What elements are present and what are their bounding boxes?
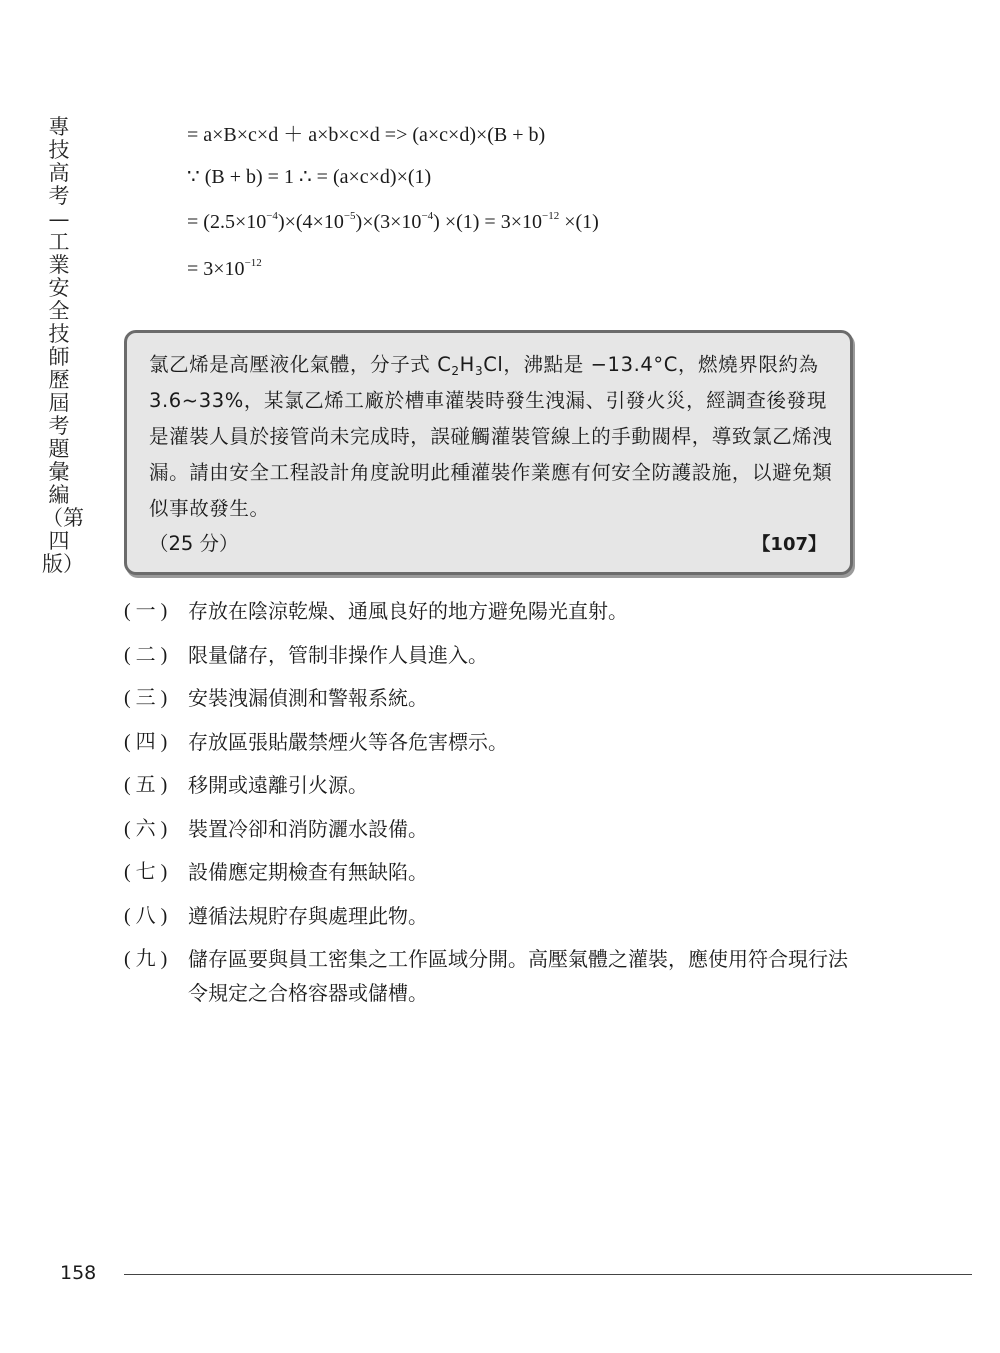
answer-number: ( 一 ): [124, 600, 168, 622]
answer-list: [124, 596, 864, 1020]
answer-item: [124, 857, 864, 901]
answer-number: ( 七 ): [124, 861, 168, 883]
question-year-tag: 【107】: [752, 534, 826, 555]
answer-text: 存放區張貼嚴禁煙火等各危害標示。: [188, 729, 508, 754]
exponent: −12: [541, 210, 560, 222]
answer-item: [124, 683, 864, 727]
answer-text: 存放在陰涼乾燥、通風良好的地方避免陽光直射。: [188, 599, 628, 623]
book-title-vertical: 專技高考—工業安全技師歷屆考題彙編（第四版）: [42, 115, 84, 576]
calc-line-4: [187, 258, 262, 281]
answer-text: 限量儲存，管制非操作人員進入。: [188, 642, 488, 667]
answer-text: 裝置冷卻和消防灑水設備。: [188, 816, 428, 841]
answer-item: [124, 640, 864, 684]
answer-item: [124, 944, 864, 1020]
answer-number: ( 九 ): [124, 948, 168, 970]
answer-text: 設備應定期檢查有無缺陷。: [188, 860, 428, 884]
calc-line-3-part: = (2.5×10: [187, 211, 267, 233]
answer-text: 遵循法規貯存與處理此物。: [188, 903, 428, 928]
answer-item: [124, 814, 864, 858]
answer-number: ( 八 ): [124, 904, 168, 927]
answer-item: [124, 901, 864, 945]
exponent: −5: [343, 210, 356, 222]
calc-line-3-part: )×(4×10: [277, 211, 344, 233]
answer-item: [124, 596, 864, 640]
answer-text: 移開或遠離引火源。: [188, 773, 368, 797]
footer-rule: [124, 1274, 972, 1275]
answer-number: ( 四 ): [124, 730, 168, 753]
calc-line-3-part: ) ×(1) = 3×10: [433, 211, 542, 233]
answer-text: 儲存區要與員工密集之工作區域分開。高壓氣體之灌裝，應使用符合現行法令規定之合格容器或儲槽。: [188, 947, 848, 1005]
answer-number: ( 五 ): [124, 774, 168, 796]
question-text: [149, 347, 839, 527]
calc-line-3: [187, 211, 599, 234]
subscript: 2: [451, 364, 460, 378]
question-box: [124, 330, 853, 575]
answer-text: 安裝洩漏偵測和警報系統。: [188, 686, 428, 710]
calc-line-3-part: )×(3×10: [355, 211, 422, 233]
answer-item: [124, 770, 864, 814]
exponent: −12: [244, 257, 262, 269]
subscript: 3: [474, 364, 484, 378]
question-text-part: H: [459, 353, 475, 376]
question-text-part: Cl，沸點是 −13.4°C，燃燒界限約為 3.6~33%，某氯乙烯工廠於槽車灌裝時發生洩漏、引發火災，經調查後發現是灌裝人員於接管尚未完成時，誤碰觸灌裝管線上的手動閥桿，導致氯乙烯洩漏。請由安全工程設計角度說明此種灌裝作業應有何安全防護設施，以避免類似事故發生。: [149, 353, 833, 520]
answer-number: ( 二 ): [124, 643, 168, 666]
calc-line-2: ∵ (B + b) = 1 ∴ = (a×c×d)×(1): [187, 166, 432, 188]
question-score: （25 分）: [149, 532, 239, 555]
answer-number: ( 六 ): [124, 817, 168, 840]
exponent: −4: [266, 210, 278, 222]
question-text-part: 氯乙烯是高壓液化氣體，分子式 C: [149, 353, 452, 376]
calc-line-1: = a×B×c×d ＋ a×b×c×d => (a×c×d)×(B + b): [187, 124, 546, 146]
calc-line-3-part: ×(1): [559, 211, 599, 233]
answer-item: [124, 727, 864, 771]
exponent: −4: [421, 210, 434, 222]
answer-number: ( 三 ): [124, 687, 168, 709]
page-number: 158: [60, 1262, 97, 1284]
calc-line-4-part: = 3×10: [187, 258, 245, 280]
